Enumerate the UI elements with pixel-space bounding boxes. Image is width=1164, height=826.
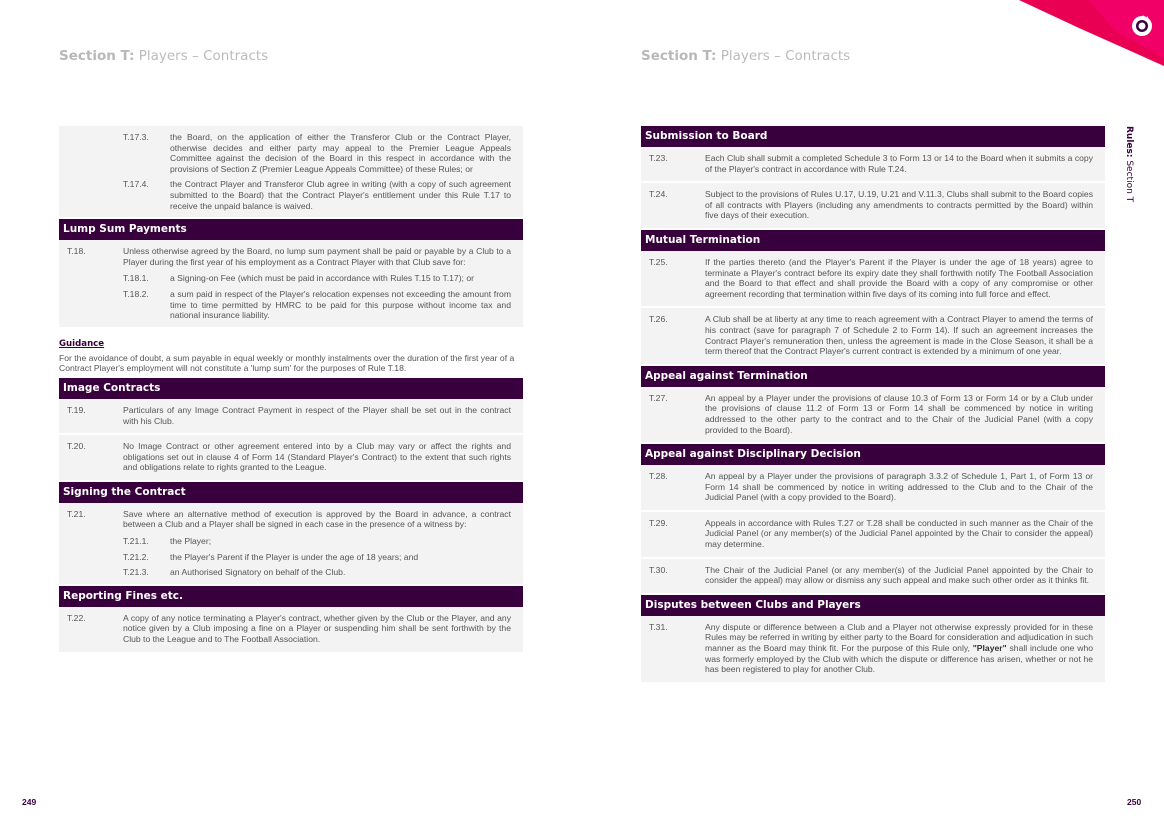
section-heading-appeal-disciplinary: Appeal against Disciplinary Decision <box>641 444 1105 465</box>
right-page-column <box>641 126 1105 682</box>
rule-t18: T.18. Unless otherwise agreed by the Board, no lump sum payment shall be paid or payable by a Club to a Player during the first year of his employment as a Contract Player with that Club save for: <box>67 246 511 267</box>
rule-t29: T.29. Appeals in accordance with Rules T.27 or T.28 shall be conducted in such manner as the Chair of the Judicial Panel (or any member(s) of the Judicial Panel appointed by the Chair to consider the appeal) may determine. <box>649 517 1093 550</box>
rule-block-t21 <box>59 503 523 584</box>
rule-t23: T.23. Each Club shall submit a completed Schedule 3 to Form 13 or 14 to the Board when it submits a copy of the Player's contract in accordance with Rule T.24. <box>649 153 1093 174</box>
rule-block-t28 <box>641 465 1105 510</box>
rule-t31: T.31. Any dispute or difference between a Club and a Player not otherwise expressly provided for in these Rules may be referred in writing by either party to the Board for consideration and adjudication in such manner as the Board may think fit. For the purpose of this Rule only, "Player" shall include one who was formerly employed by the Club with which the dispute or difference has arisen, whether or not he has been registered to play for another Club. <box>649 621 1093 675</box>
page-number-left: 249 <box>22 797 37 807</box>
rule-block-t27 <box>641 387 1105 442</box>
rule-t18-1: T.18.1. a Signing-on Fee (which must be paid in accordance with Rules T.15 to T.17); or <box>123 273 474 284</box>
rule-t22: T.22. A copy of any notice terminating a Player's contract, whether given by the Club or the Player, and any notice given by a Club imposing a fine on a Player or suspending him shall be sent forthwith by the Club to the League and to The Football Association. <box>67 612 511 645</box>
corner-brand-graphic <box>1019 0 1164 66</box>
rule-t28: T.28. An appeal by a Player under the provisions of paragraph 3.3.2 of Schedule 1, Part 1, of Form 13 or Form 14 shall be commenced by notice in writing addressed to the Club and to the Chair of the Judicial Panel (with a copy provided to the Board). <box>649 471 1093 503</box>
rule-block-t25 <box>641 251 1105 306</box>
rule-t21-1: T.21.1. the Player; <box>123 536 212 547</box>
rule-t21-2: T.21.2. the Player's Parent if the Player is under the age of 18 years; and <box>123 551 419 562</box>
section-heading-image-contracts: Image Contracts <box>59 378 523 399</box>
rule-t25: T.25. If the parties thereto (and the Player's Parent if the Player is under the age of 18 years) agree to terminate a Player's contract before its expiry date they shall forthwith notify The Football Association and the Board to that effect and shall provide the Board with a copy of any compromise or other agreement recording that termination within five days of its coming into full force and effect. <box>649 256 1093 299</box>
left-page-column <box>59 126 523 652</box>
section-heading-disputes: Disputes between Clubs and Players <box>641 595 1105 616</box>
rule-t19: T.19. Particulars of any Image Contract Payment in respect of the Player shall be set out in the contract with his Club. <box>67 404 511 426</box>
rule-t18-2: T.18.2. a sum paid in respect of the Player's relocation expenses not exceeding the amount from time to time permitted by HMRC to be paid for this purpose without income tax and national insurance liability. <box>123 288 511 321</box>
rule-t21: T.21. Save where an alternative method of execution is approved by the Board in advance, a contract between a Club and a Player shall be signed in each case in the presence of a witness by: <box>67 508 511 530</box>
rule-block-t22 <box>59 607 523 652</box>
rule-t27: T.27. An appeal by a Player under the provisions of clause 10.3 of Form 13 or Form 14 or by a Club under the provisions of clause 11.2 of Form 13 or Form 14 shall be commenced by notice in writing addressed to the other party to the contract and to the Chair of the Judicial Panel (with a copy provided to the Board). <box>649 392 1093 435</box>
rule-block-t19 <box>59 399 523 433</box>
rule-t20: T.20. No Image Contract or other agreement entered into by a Club may vary or affect the rights and obligations set out in clause 4 of Form 14 (Standard Player's Contract) to the extent that such rights and obligations relate to rights granted to the League. <box>67 441 511 473</box>
rule-t17-4: T.17.4. the Contract Player and Transferor Club agree in writing (with a copy of such agreement submitted to the Board) that the Contract Player's entitlement under this Rule T.17 to receive the unpaid balance is waived. <box>123 179 511 211</box>
rule-t21-3: T.21.3. an Authorised Signatory on behalf of the Club. <box>123 567 346 578</box>
section-heading-signing: Signing the Contract <box>59 482 523 503</box>
rule-block-t29 <box>641 512 1105 557</box>
rule-t24: T.24. Subject to the provisions of Rules U.17, U.19, U.21 and V.11.3, Clubs shall submit to the Board copies of all contracts with Players (including any amendments to contracts permitted by the Board) within five days of their execution. <box>649 189 1093 221</box>
side-tab-section-label: Rules: Section T <box>1124 126 1134 203</box>
section-heading-appeal-termination: Appeal against Termination <box>641 366 1105 387</box>
rule-block-t31 <box>641 616 1105 682</box>
rule-block-t24 <box>641 183 1105 228</box>
rule-block-t26 <box>641 308 1105 363</box>
rule-t26: T.26. A Club shall be at liberty at any time to reach agreement with a Contract Player to amend the terms of his contract (save for paragraph 7 of Schedule 2 to Form 14). If such an agreement increases the Contract Player's remuneration then, unless the agreement is made in the Close Season, it shall be a term thereof that the Contract Player's current contract is extended by a minimum of one year. <box>649 314 1093 357</box>
running-head-right: Section T: Players – Contracts <box>641 48 851 64</box>
guidance-heading: Guidance <box>59 338 105 349</box>
section-heading-submission: Submission to Board <box>641 126 1105 147</box>
rule-block-t20 <box>59 435 523 480</box>
guidance-text: For the avoidance of doubt, a sum payable in equal weekly or monthly instalments over the duration of the first year of a Contract Player's employment will not constitute a 'lump sum' for the purposes of Rule T.18. <box>59 352 515 374</box>
rule-block-t23 <box>641 147 1105 181</box>
section-heading-lump-sum: Lump Sum Payments <box>59 219 523 240</box>
running-head-left: Section T: Players – Contracts <box>59 48 269 64</box>
section-heading-reporting-fines: Reporting Fines etc. <box>59 586 523 607</box>
rule-t30: T.30. The Chair of the Judicial Panel (or any member(s) of the Judicial Panel appointed by the Chair to consider the appeal) may allow or dismiss any such appeal and make such other order as it thinks fit. <box>649 564 1093 586</box>
page-number-right: 250 <box>1127 797 1142 807</box>
section-heading-mutual-termination: Mutual Termination <box>641 230 1105 251</box>
rule-t17-3: T.17.3. the Board, on the application of either the Transferor Club or the Contract Player, otherwise decides and either party may appeal to the Premier League Appeals Committee against the decision of the Board in this respect in accordance with the provisions of Section Z (Premier League Appeals Committee) of these Rules; or <box>123 132 511 174</box>
rule-block-t17 <box>59 126 523 217</box>
rule-block-t18 <box>59 240 523 327</box>
rule-block-t30 <box>641 559 1105 593</box>
